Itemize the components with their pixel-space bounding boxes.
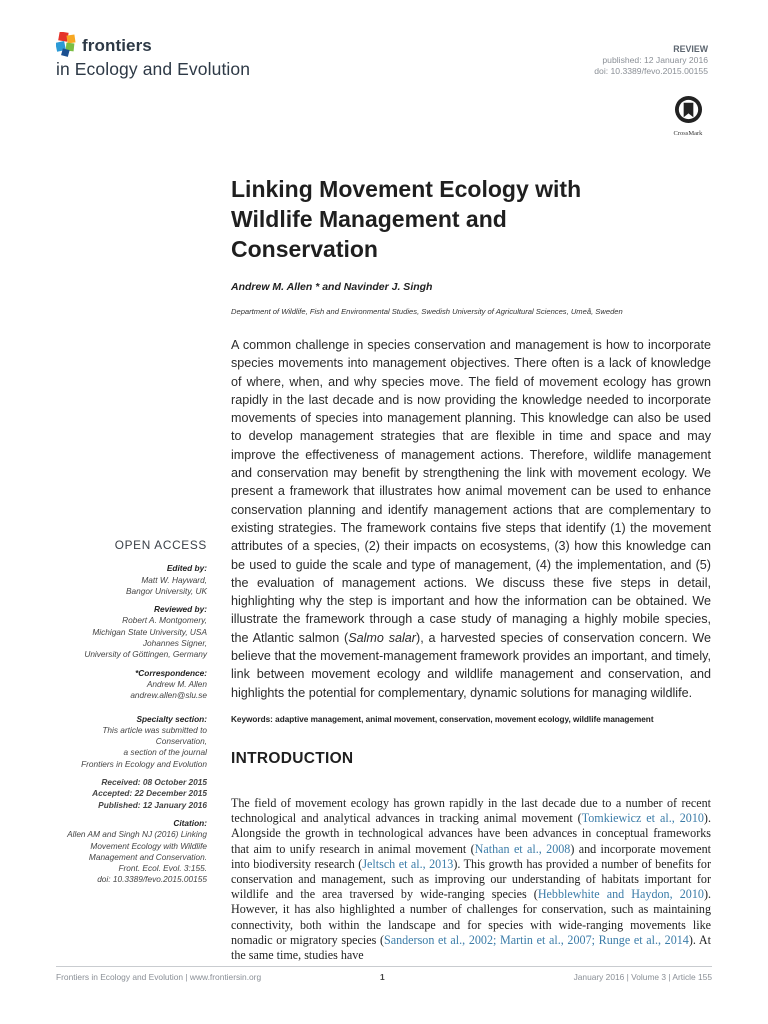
section-heading: INTRODUCTION xyxy=(231,750,354,767)
citation-link[interactable]: Sanderson et al., 2002; Martin et al., 2007; Runge et al., 2014 xyxy=(383,932,689,947)
citation-line: Allen AM and Singh NJ (2016) Linking xyxy=(67,829,207,840)
page-number: 1 xyxy=(380,972,385,982)
published-date: published: 12 January 2016 xyxy=(602,55,708,65)
author-affiliation: Department of Wildlife, Fish and Environmental Studies, Swedish University of Agricultural Sciences, Umeå, Sweden xyxy=(231,307,623,316)
intro-text: ). However, it has also highlighted a number of challenges for conservation, such as maintaining connectivity, both within the landscape and for species with wide-ranging movements like nomadic or migratory species ( xyxy=(231,887,711,947)
citation-line: Management and Conservation. xyxy=(88,851,207,862)
specialty-line: Frontiers in Ecology and Evolution xyxy=(81,758,207,769)
edited-by-label: Edited by: xyxy=(166,563,207,574)
citation-label: Citation: xyxy=(173,817,207,828)
article-authors[interactable]: Andrew M. Allen * and Navinder J. Singh xyxy=(231,281,433,293)
accepted-date xyxy=(47,788,207,799)
reviewer-name: Johannes Signer, xyxy=(142,638,207,649)
brand-name: frontiers xyxy=(82,36,152,55)
accepted-text: Accepted: 22 December 2015 xyxy=(92,788,207,799)
frontiers-logo-icon xyxy=(56,32,80,58)
intro-text: ). Alongside the growth in technological advances have been advances in conceptual frameworks that aim to unify research in animal movement ( xyxy=(231,811,711,856)
citation-line: doi: 10.3389/fevo.2015.00155 xyxy=(97,874,207,885)
received-date xyxy=(47,777,207,788)
citation-line: Movement Ecology with Wildlife xyxy=(90,840,207,851)
doi[interactable]: doi: 10.3389/fevo.2015.00155 xyxy=(594,66,708,76)
specialty-section-label: Specialty section: xyxy=(136,713,207,724)
intro-text: ). This growth has provided a number of benefits for conservation and management, such as improving our understanding of habitats important for wildlife and the area traversed by wide-ranging species ( xyxy=(231,856,712,902)
correspondence-email[interactable]: andrew.allen@slu.se xyxy=(130,690,207,701)
abstract-text-continued: ), a harvested species of conservation concern. We believe that the movement-management framework provides an important, and timely, link between movement ecology and wildlife management and conservation, and highlights the potential for complementary, dynamic solutions for managing wildlife. xyxy=(231,630,712,700)
keywords-label: Keywords: xyxy=(231,715,273,724)
open-access-label[interactable]: OPEN ACCESS xyxy=(114,538,207,552)
reviewer-affiliation: Michigan State University, USA xyxy=(92,626,207,637)
footer-journal[interactable]: Frontiers in Ecology and Evolution | www.frontiersin.org xyxy=(56,972,262,982)
journal-name: in Ecology and Evolution xyxy=(56,59,251,79)
crossmark-icon xyxy=(674,95,703,124)
specialty-line: Conservation, xyxy=(155,736,207,747)
footer-issue: January 2016 | Volume 3 | Article 155 xyxy=(573,972,712,982)
keywords-list: adaptive management, animal movement, conservation, movement ecology, wildlife management xyxy=(275,715,654,724)
citation-link[interactable]: Hebblewhite and Haydon, 2010 xyxy=(537,887,704,902)
specialty-line: This article was submitted to xyxy=(102,724,207,735)
species-name: Salmo salar xyxy=(348,630,417,645)
introduction-body xyxy=(231,796,711,963)
received-text: Received: 08 October 2015 xyxy=(101,777,207,788)
reviewed-by-label: Reviewed by: xyxy=(153,604,207,615)
article-title: Linking Movement Ecology with Wildlife Management and Conservation xyxy=(231,176,582,262)
intro-text: The field of movement ecology has grown rapidly in the last decade due to a number of recent technological and analytical advances in tracking animal movement ( xyxy=(231,796,711,826)
reviewer-name: Robert A. Montgomery, xyxy=(122,615,207,626)
intro-text: ). At the same time, studies have xyxy=(231,932,711,963)
crossmark-label: CrossMark xyxy=(673,130,703,137)
article-sidebar xyxy=(47,540,207,886)
article-meta xyxy=(594,44,708,77)
published-text: Published: 12 January 2016 xyxy=(98,799,207,810)
correspondence-name: Andrew M. Allen xyxy=(146,678,207,689)
keywords xyxy=(231,715,711,724)
specialty-line: a section of the journal xyxy=(123,747,207,758)
journal-logo[interactable] xyxy=(56,32,316,82)
editor-affiliation: Bangor University, UK xyxy=(126,585,207,596)
citation-link[interactable]: Tomkiewicz et al., 2010 xyxy=(581,811,704,826)
crossmark-badge[interactable] xyxy=(668,95,708,137)
abstract xyxy=(231,336,711,702)
citation-link[interactable]: Jeltsch et al., 2013 xyxy=(362,856,454,871)
citation-line: Front. Ecol. Evol. 3:155. xyxy=(118,863,207,874)
abstract-text: A common challenge in species conservation and management is how to incorporate species movements into management objectives. There often is a lack of knowledge of where, when, and why species move. The field of movement ecology has grown rapidly in the last decade and is now providing the knowledge needed to incorporate movements of species into management planning. This knowledge can also be used to develop management strategies that are flexible in time and space and may improve the effectiveness of management actions. Therefore, wildlife management and conservation may benefit by strengthening the link with movement ecology. We present a framework that illustrates how animal movement can be used to enhance conservation planning and identify management actions that are complementary to existing strategies. The framework contains five steps that identify (1) the movement attributes of a species, (2) their impacts on ecosystems, (3) how this knowledge can be used to guide the scale and type of management, (4) the implementation, and (5) the evaluation of management actions. We discuss these five steps in detail, highlighting why the step is important and how the information can be obtained. We illustrate the framework through a case study of managing a highly mobile species, the Atlantic salmon ( xyxy=(231,338,711,645)
editor-name: Matt W. Hayward, xyxy=(141,574,207,585)
correspondence-label: *Correspondence: xyxy=(135,667,207,678)
citation-link[interactable]: Nathan et al., 2008 xyxy=(474,841,571,856)
footer-divider xyxy=(56,966,712,967)
reviewer-affiliation: University of Göttingen, Germany xyxy=(84,649,207,660)
article-type: REVIEW xyxy=(673,44,708,54)
intro-text: ) and incorporate movement into biodiversity research ( xyxy=(231,841,711,871)
published-date-sidebar xyxy=(47,800,207,811)
